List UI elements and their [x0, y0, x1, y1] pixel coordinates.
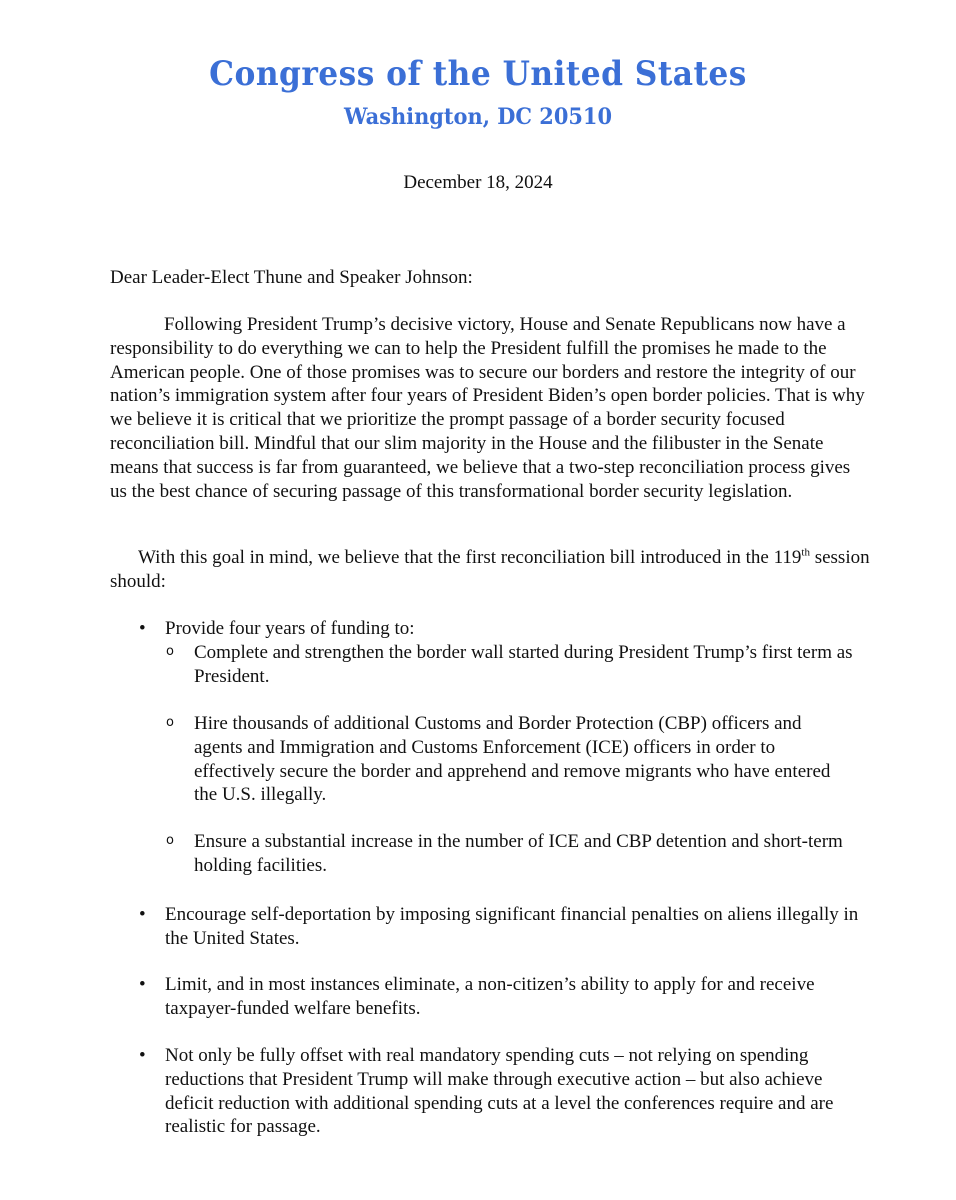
letter-date: December 18, 2024 [403, 172, 553, 193]
subbullet-border-wall: o Complete and strengthen the border wall started during President Trump’s first term as President. [194, 641, 854, 689]
body-paragraph-2 [110, 546, 870, 594]
paragraph-2-start: With this goal in mind, we believe that the first reconciliation bill introduced in the 119 [138, 547, 802, 568]
body-paragraph-1: Following President Trump’s decisive victory, House and Senate Republicans now have a responsibility to do everything we can to help the President fulfill the promises he made to the American people. One of those promises was to secure our borders and restore the integrity of our nation’s immigration system after four years of President Biden’s open border policies. That is why we believe it is critical that we prioritize the prompt passage of a border security focused reconciliation bill. Mindful that our slim majority in the House and the filibuster in the Senate means that success is far from guaranteed, we believe that a two-step reconciliation process gives us the best chance of securing passage of this transformational border security legislation. [110, 314, 865, 502]
bullet-funding: • Provide four years of funding to: [165, 617, 865, 641]
bullet-welfare-limits: • Limit, and in most instances eliminate, a non-citizen’s ability to apply for and receive taxpayer-funded welfare benefits. [165, 973, 865, 1021]
salutation: Dear Leader-Elect Thune and Speaker Johnson: [110, 267, 473, 288]
paragraph-2-end: session should: [110, 547, 870, 592]
letterhead-title: Congress of the United States [209, 54, 747, 94]
subbullet-detention-facilities: o Ensure a substantial increase in the number of ICE and CBP detention and short-term holding facilities. [194, 830, 854, 878]
bullet-self-deportation: • Encourage self-deportation by imposing significant financial penalties on aliens illegally in the United States. [165, 903, 865, 951]
bullet-spending-offset: • Not only be fully offset with real mandatory spending cuts – not relying on spending reductions that President Trump will make through executive action – but also achieve deficit reduction with additional spending cuts at a level the conferences require and are realistic for passage. [165, 1044, 865, 1139]
ordinal-superscript: th [801, 546, 810, 559]
subbullet-hire-officers: o Hire thousands of additional Customs and Border Protection (CBP) officers and agents and Immigration and Customs Enforcement (ICE) officers in order to effectively secure the border and apprehend and remove migrants who have entered the U.S. illegally. [194, 712, 854, 807]
letterhead-address: Washington, DC 20510 [343, 104, 612, 130]
